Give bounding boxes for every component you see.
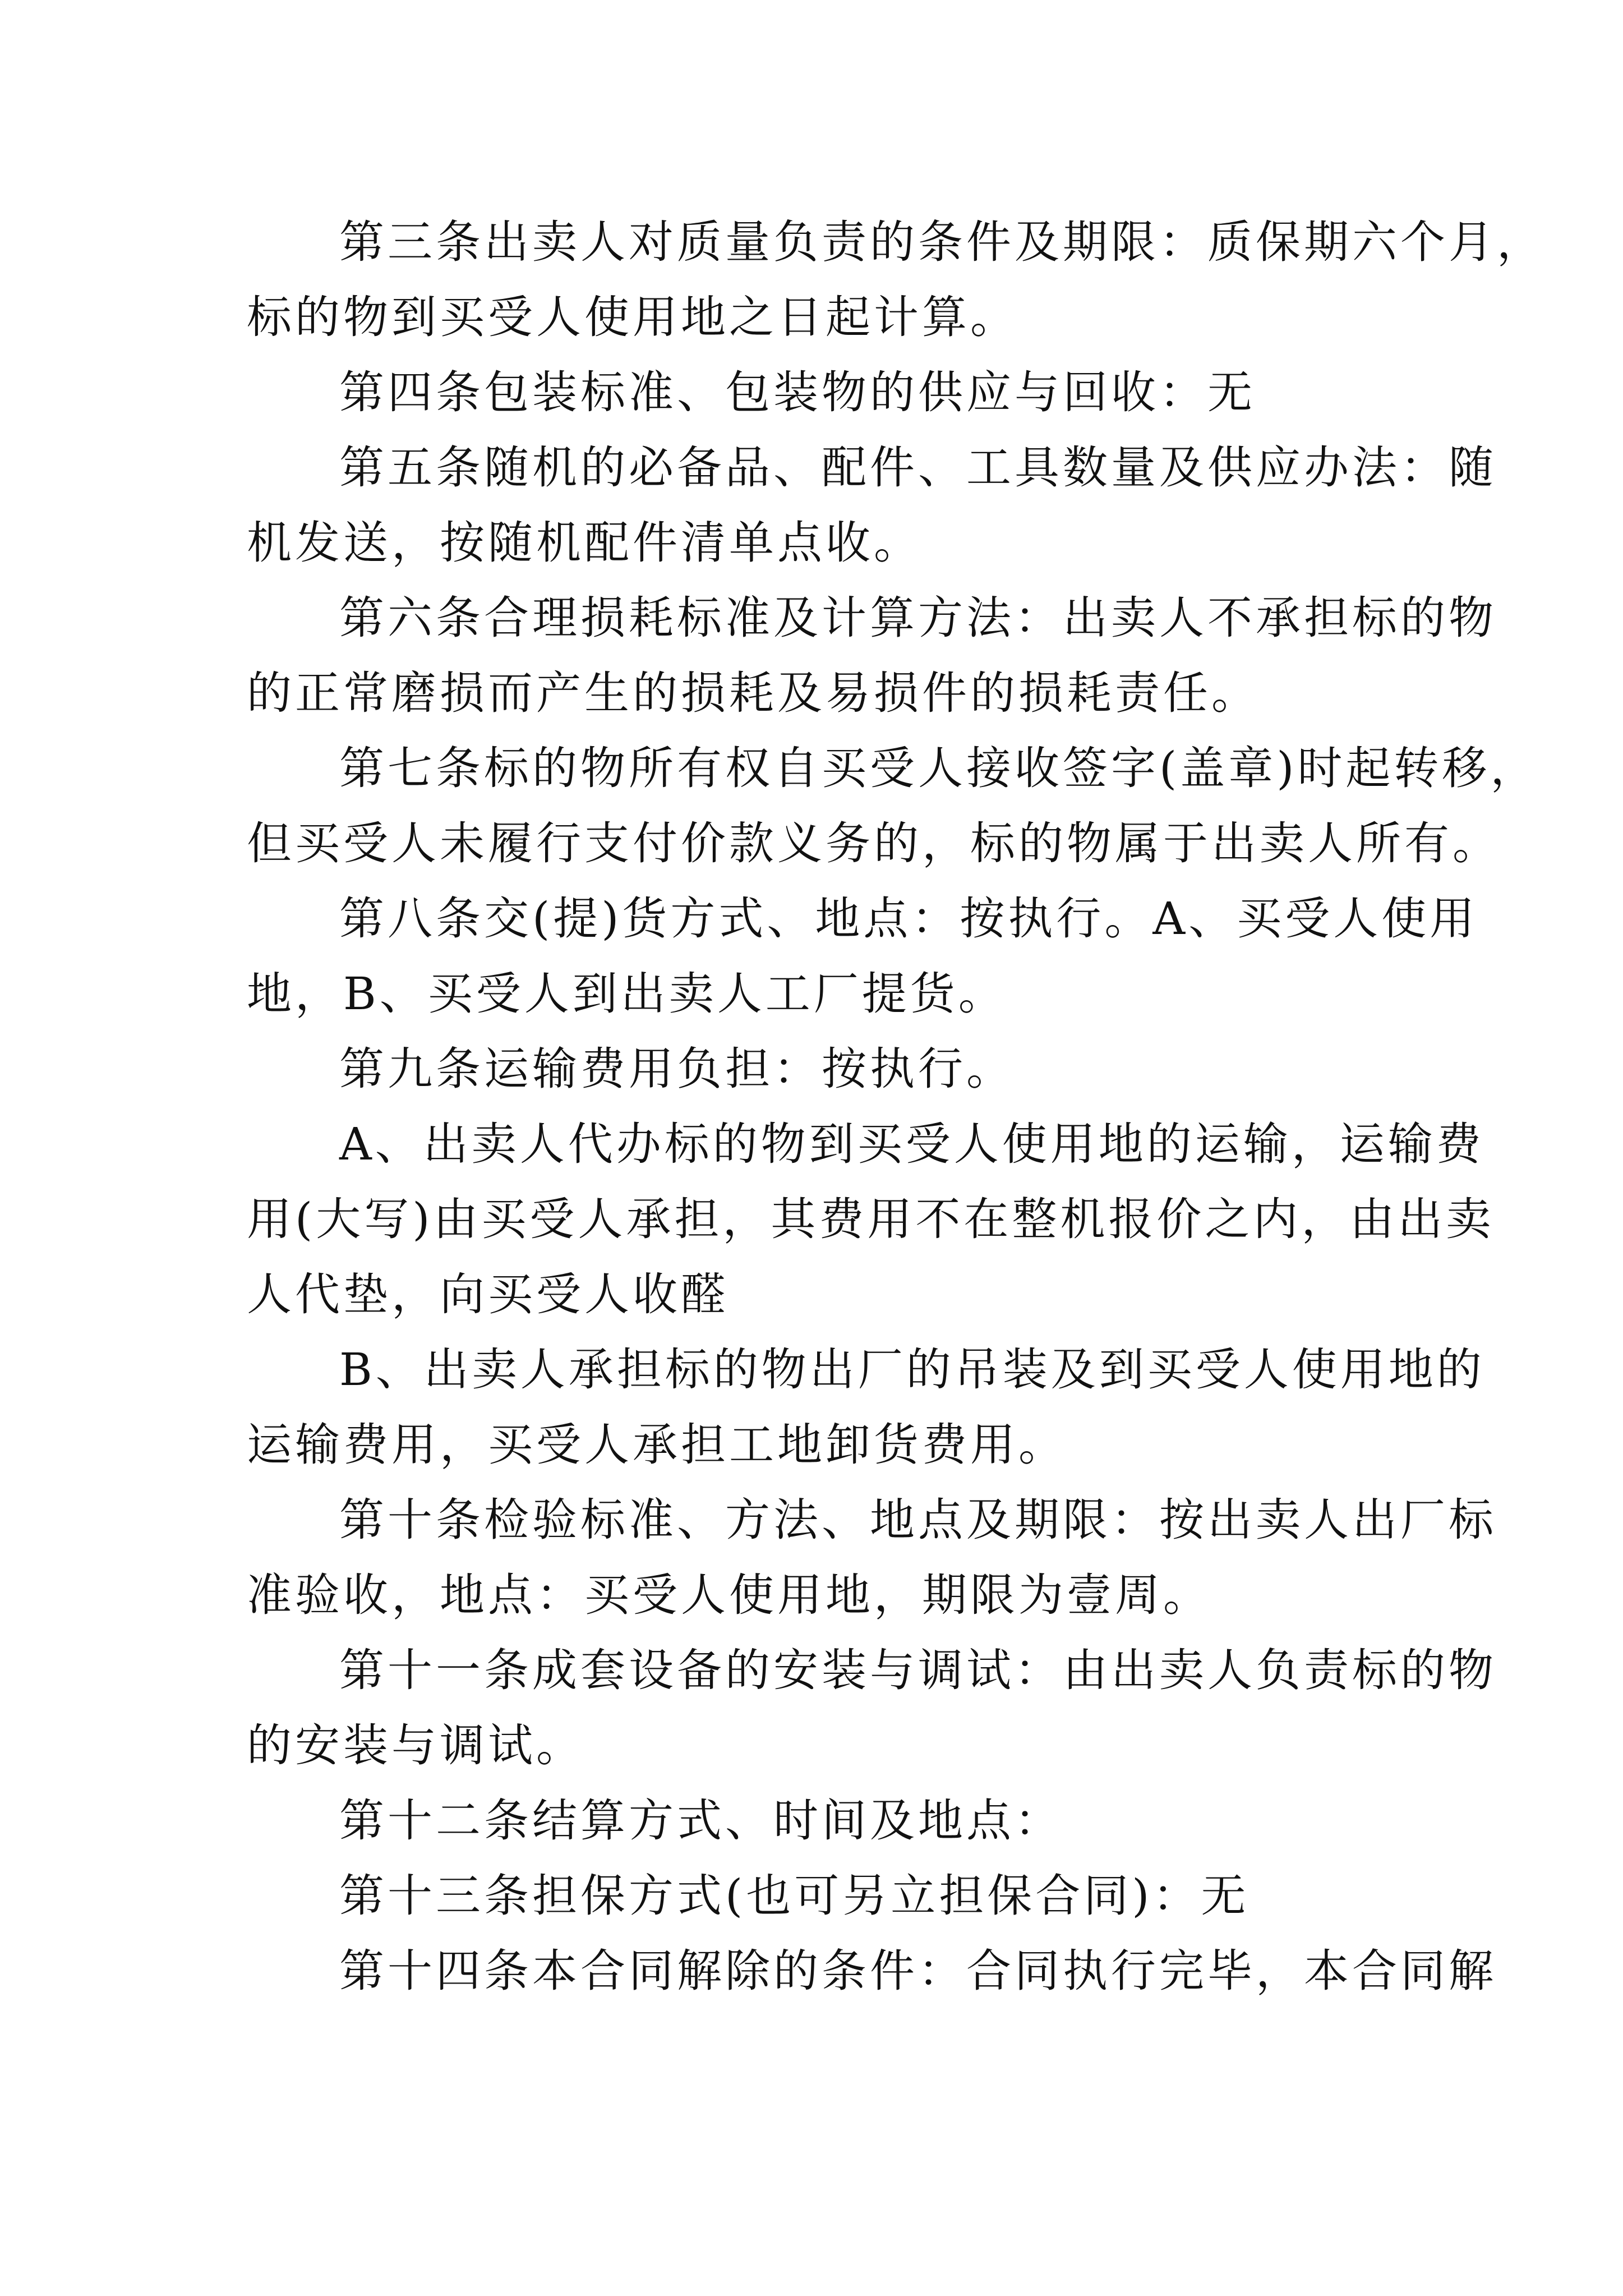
text-line: 第七条标的物所有权自买受人接收签字(盖章)时起转移，: [339, 742, 1539, 794]
text-line: 第十一条成套设备的安装与调试：由出卖人负责标的物: [339, 1644, 1497, 1696]
text-line: 运输费用，买受人承担工地卸货费用。: [247, 1419, 1067, 1471]
text-line: 但买受人未履行支付价款义务的，标的物属于出卖人所有。: [247, 817, 1501, 869]
text-line: 用(大写)由买受人承担，其费用不在整机报价之内，由出卖: [247, 1193, 1495, 1245]
text-line: 标的物到买受人使用地之日起计算。: [247, 291, 1018, 343]
text-line: 的正常磨损而产生的损耗及易损件的损耗责任。: [247, 667, 1260, 719]
text-line: 第十二条结算方式、时间及地点：: [339, 1795, 1063, 1847]
text-line: 第十三条担保方式(也可另立担保合同)：无: [339, 1870, 1249, 1922]
text-line: 准验收，地点：买受人使用地，期限为壹周。: [247, 1569, 1211, 1621]
text-line: 第九条运输费用负担：按执行。: [339, 1043, 1015, 1095]
text-line: 第八条交(提)货方式、地点：按执行。A、买受人使用: [339, 892, 1478, 945]
text-line: 第三条出卖人对质量负责的条件及期限：质保期六个月，: [339, 216, 1545, 268]
text-line: 第四条包装标准、包装物的供应与回收：无: [339, 366, 1256, 418]
text-line: B、出卖人承担标的物出厂的吊装及到买受人使用地的: [339, 1343, 1485, 1396]
text-line: A、出卖人代办标的物到买受人使用地的运输，运输费: [339, 1118, 1484, 1170]
text-line: 第十四条本合同解除的条件：合同执行完毕，本合同解: [339, 1945, 1497, 1997]
text-line: 地，B、买受人到出卖人工厂提货。: [247, 968, 1007, 1020]
text-line: 的安装与调试。: [247, 1719, 584, 1772]
text-line: 第五条随机的必备品、配件、工具数量及供应办法：随: [339, 441, 1497, 494]
text-line: 机发送，按随机配件清单点收。: [247, 517, 922, 569]
text-line: 第十条检验标准、方法、地点及期限：按出卖人出厂标: [339, 1494, 1497, 1546]
contract-text-body: [247, 205, 1545, 2009]
text-line: 人代垫，向买受人收醛: [247, 1268, 729, 1320]
text-line: 第六条合理损耗标准及计算方法：出卖人不承担标的物: [339, 592, 1497, 644]
